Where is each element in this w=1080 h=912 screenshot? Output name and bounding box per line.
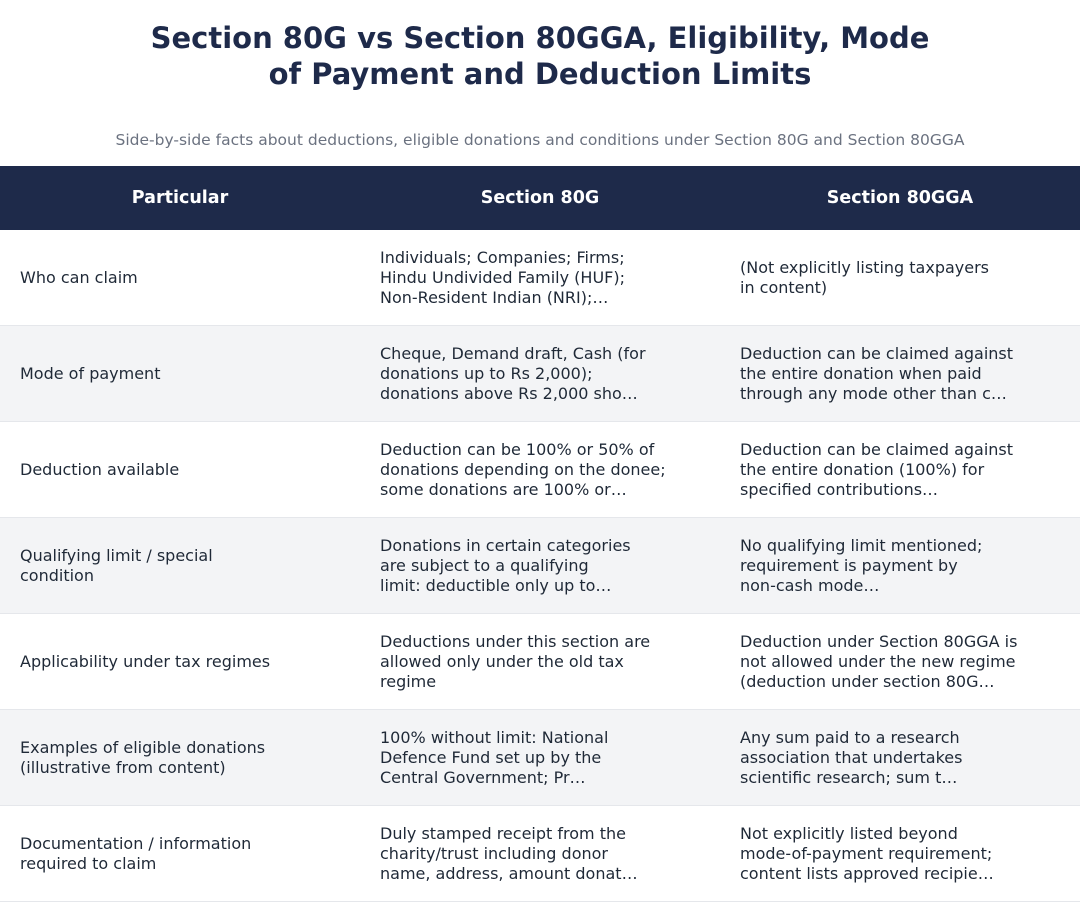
cell-text-line: Deduction available — [20, 459, 180, 479]
cell-text-line: Non-Resident Indian (NRI);… — [380, 287, 609, 307]
table-row — [0, 710, 1080, 806]
column-header-section-80g: Section 80G — [480, 188, 600, 208]
cell-text-line: in content) — [740, 277, 828, 297]
table-row — [0, 326, 1080, 422]
cell-section-80gga — [720, 824, 1080, 884]
table-row — [0, 518, 1080, 614]
cell-text-line: non-cash mode… — [740, 575, 880, 595]
cell-text-line: Deduction can be 100% or 50% of — [380, 439, 655, 459]
cell-particular — [0, 738, 360, 778]
cell-text-line: donations above Rs 2,000 sho… — [380, 383, 638, 403]
cell-text-line: Duly stamped receipt from the — [380, 823, 626, 843]
cell-text-line: scientific research; sum t… — [740, 767, 958, 787]
cell-text-line: (deduction under section 80G… — [740, 671, 995, 691]
cell-text-line: not allowed under the new regime — [740, 651, 1016, 671]
cell-text-line: donations up to Rs 2,000); — [380, 363, 593, 383]
cell-particular — [0, 834, 360, 874]
cell-text-line: are subject to a qualifying — [380, 555, 589, 575]
cell-text-line: regime — [380, 671, 437, 691]
cell-text-line: Who can claim — [20, 267, 138, 287]
cell-text-line: Mode of payment — [20, 363, 161, 383]
cell-text-line: some donations are 100% or… — [380, 479, 627, 499]
cell-text-line: requirement is payment by — [740, 555, 958, 575]
page-title-line-1: Section 80G vs Section 80GGA, Eligibility, Mode — [150, 21, 930, 55]
cell-section-80gga — [720, 258, 1080, 298]
cell-text-line: Hindu Undivided Family (HUF); — [380, 267, 625, 287]
cell-text-line: content lists approved recipie… — [740, 863, 994, 883]
cell-text-line: Donations in certain categories — [380, 535, 631, 555]
cell-text-line: required to claim — [20, 853, 157, 873]
cell-section-80g — [360, 440, 720, 500]
cell-text-line: 100% without limit: National — [380, 727, 609, 747]
cell-text-line: Examples of eligible donations — [20, 737, 266, 757]
cell-text-line: (illustrative from content) — [20, 757, 226, 777]
cell-text-line: Qualifying limit / special — [20, 545, 213, 565]
cell-text-line: Applicability under tax regimes — [20, 651, 271, 671]
cell-text-line: through any mode other than c… — [740, 383, 1007, 403]
cell-section-80gga — [720, 440, 1080, 500]
cell-section-80g — [360, 536, 720, 596]
page-subtitle: Side-by-side facts about deductions, eligible donations and conditions under Section 80G and Section 80GGA — [115, 131, 965, 149]
cell-text-line: Cheque, Demand draft, Cash (for — [380, 343, 646, 363]
page-title — [0, 20, 1080, 92]
page-title-line-2: of Payment and Deduction Limits — [268, 57, 812, 91]
cell-section-80gga — [720, 344, 1080, 404]
cell-section-80g — [360, 344, 720, 404]
cell-text-line: No qualifying limit mentioned; — [740, 535, 983, 555]
table-row — [0, 422, 1080, 518]
cell-section-80gga — [720, 632, 1080, 692]
cell-particular — [0, 268, 360, 288]
table-row — [0, 806, 1080, 902]
comparison-table — [0, 166, 1080, 902]
cell-text-line: Individuals; Companies; Firms; — [380, 247, 625, 267]
cell-text-line: Deduction can be claimed against — [740, 343, 1014, 363]
cell-text-line: Documentation / information — [20, 833, 252, 853]
cell-section-80gga — [720, 536, 1080, 596]
cell-text-line: Defence Fund set up by the — [380, 747, 602, 767]
cell-text-line: association that undertakes — [740, 747, 963, 767]
cell-text-line: specified contributions… — [740, 479, 939, 499]
cell-particular — [0, 546, 360, 586]
cell-text-line: Deduction can be claimed against — [740, 439, 1014, 459]
cell-particular — [0, 364, 360, 384]
table-body — [0, 230, 1080, 902]
cell-text-line: Central Government; Pr… — [380, 767, 586, 787]
cell-particular — [0, 652, 360, 672]
table-header — [0, 166, 1080, 230]
cell-text-line: mode-of-payment requirement; — [740, 843, 993, 863]
cell-text-line: Deductions under this section are — [380, 631, 651, 651]
cell-section-80g — [360, 248, 720, 308]
cell-text-line: charity/trust including donor — [380, 843, 608, 863]
cell-text-line: Any sum paid to a research — [740, 727, 960, 747]
table-row — [0, 230, 1080, 326]
column-header-particular: Particular — [131, 188, 229, 208]
cell-text-line: donations depending on the donee; — [380, 459, 666, 479]
cell-text-line: the entire donation when paid — [740, 363, 982, 383]
column-header-section-80gga: Section 80GGA — [826, 188, 974, 208]
cell-particular — [0, 460, 360, 480]
cell-section-80gga — [720, 728, 1080, 788]
cell-text-line: Not explicitly listed beyond — [740, 823, 958, 843]
cell-section-80g — [360, 632, 720, 692]
cell-section-80g — [360, 824, 720, 884]
table-row — [0, 614, 1080, 710]
cell-text-line: (Not explicitly listing taxpayers — [740, 257, 990, 277]
cell-text-line: name, address, amount donat… — [380, 863, 638, 883]
cell-text-line: condition — [20, 565, 94, 585]
cell-text-line: the entire donation (100%) for — [740, 459, 985, 479]
cell-text-line: allowed only under the old tax — [380, 651, 624, 671]
cell-section-80g — [360, 728, 720, 788]
cell-text-line: Deduction under Section 80GGA is — [740, 631, 1018, 651]
cell-text-line: limit: deductible only up to… — [380, 575, 612, 595]
